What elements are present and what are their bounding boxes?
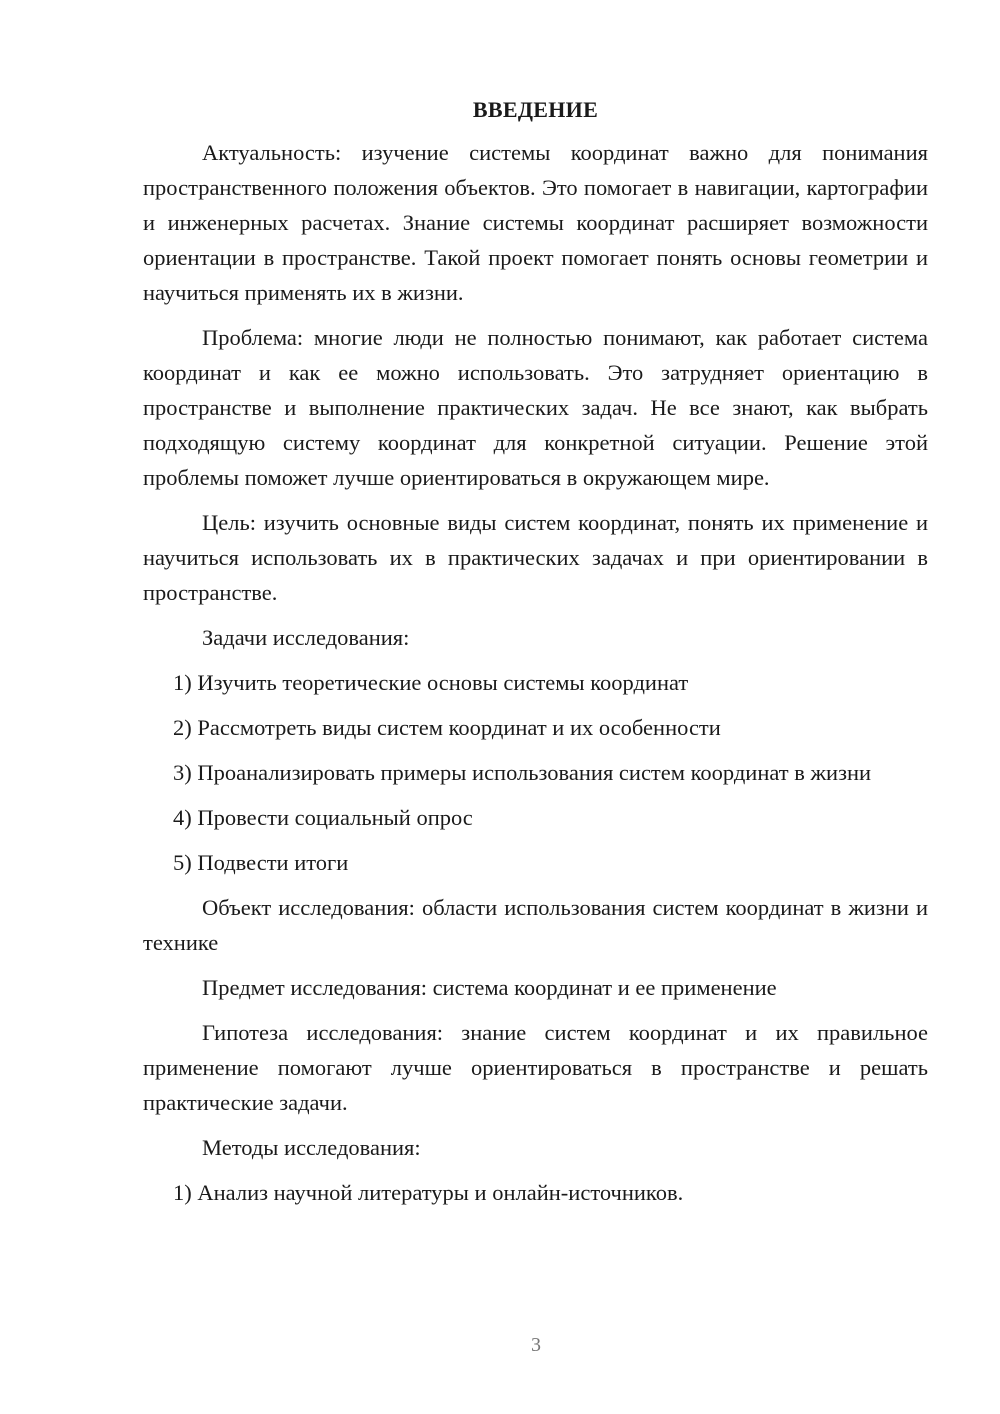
hypothesis-paragraph: Гипотеза исследования: знание систем координат и их правильное применение помогают лучше ориентироваться в пространстве и решать практические задачи. — [143, 1020, 928, 1115]
tasks-heading: Задачи исследования: — [202, 625, 410, 650]
section-title: ВВЕДЕНИЕ — [472, 97, 599, 122]
page-number: 3 — [531, 1334, 541, 1356]
problem-paragraph: Проблема: многие люди не полностью понимают, как работает система координат и как ее можно использовать. Это затрудняет ориентацию в пространстве и выполнение практических задач. Не все знают, как выбрать подходящую систему координат для конкретной ситуации. Решение этой проблемы поможет лучше ориентироваться в окружающем мире. — [143, 325, 928, 490]
method-item: 1) Анализ научной литературы и онлайн-источников. — [173, 1180, 684, 1205]
task-item: 4) Провести социальный опрос — [173, 805, 473, 830]
task-item: 2) Рассмотреть виды систем координат и их особенности — [173, 715, 721, 740]
relevance-paragraph: Актуальность: изучение системы координат важно для понимания пространственного положения объектов. Это помогает в навигации, картографии и инженерных расчетах. Знание системы координат расширяет возможности ориентации в пространстве. Такой проект помогает понять основы геометрии и научиться применять их в жизни. — [143, 140, 928, 305]
goal-paragraph: Цель: изучить основные виды систем координат, понять их применение и научиться использовать их в практических задачах и при ориентировании в пространстве. — [143, 510, 928, 605]
document-page — [143, 92, 928, 1220]
methods-heading: Методы исследования: — [202, 1135, 421, 1160]
subject-paragraph: Предмет исследования: система координат и ее применение — [202, 975, 777, 1000]
object-paragraph: Объект исследования: области использования систем координат в жизни и технике — [143, 895, 928, 955]
task-item: 5) Подвести итоги — [173, 850, 349, 875]
task-item: 1) Изучить теоретические основы системы координат — [173, 670, 689, 695]
task-item: 3) Проанализировать примеры использования систем координат в жизни — [173, 760, 872, 785]
